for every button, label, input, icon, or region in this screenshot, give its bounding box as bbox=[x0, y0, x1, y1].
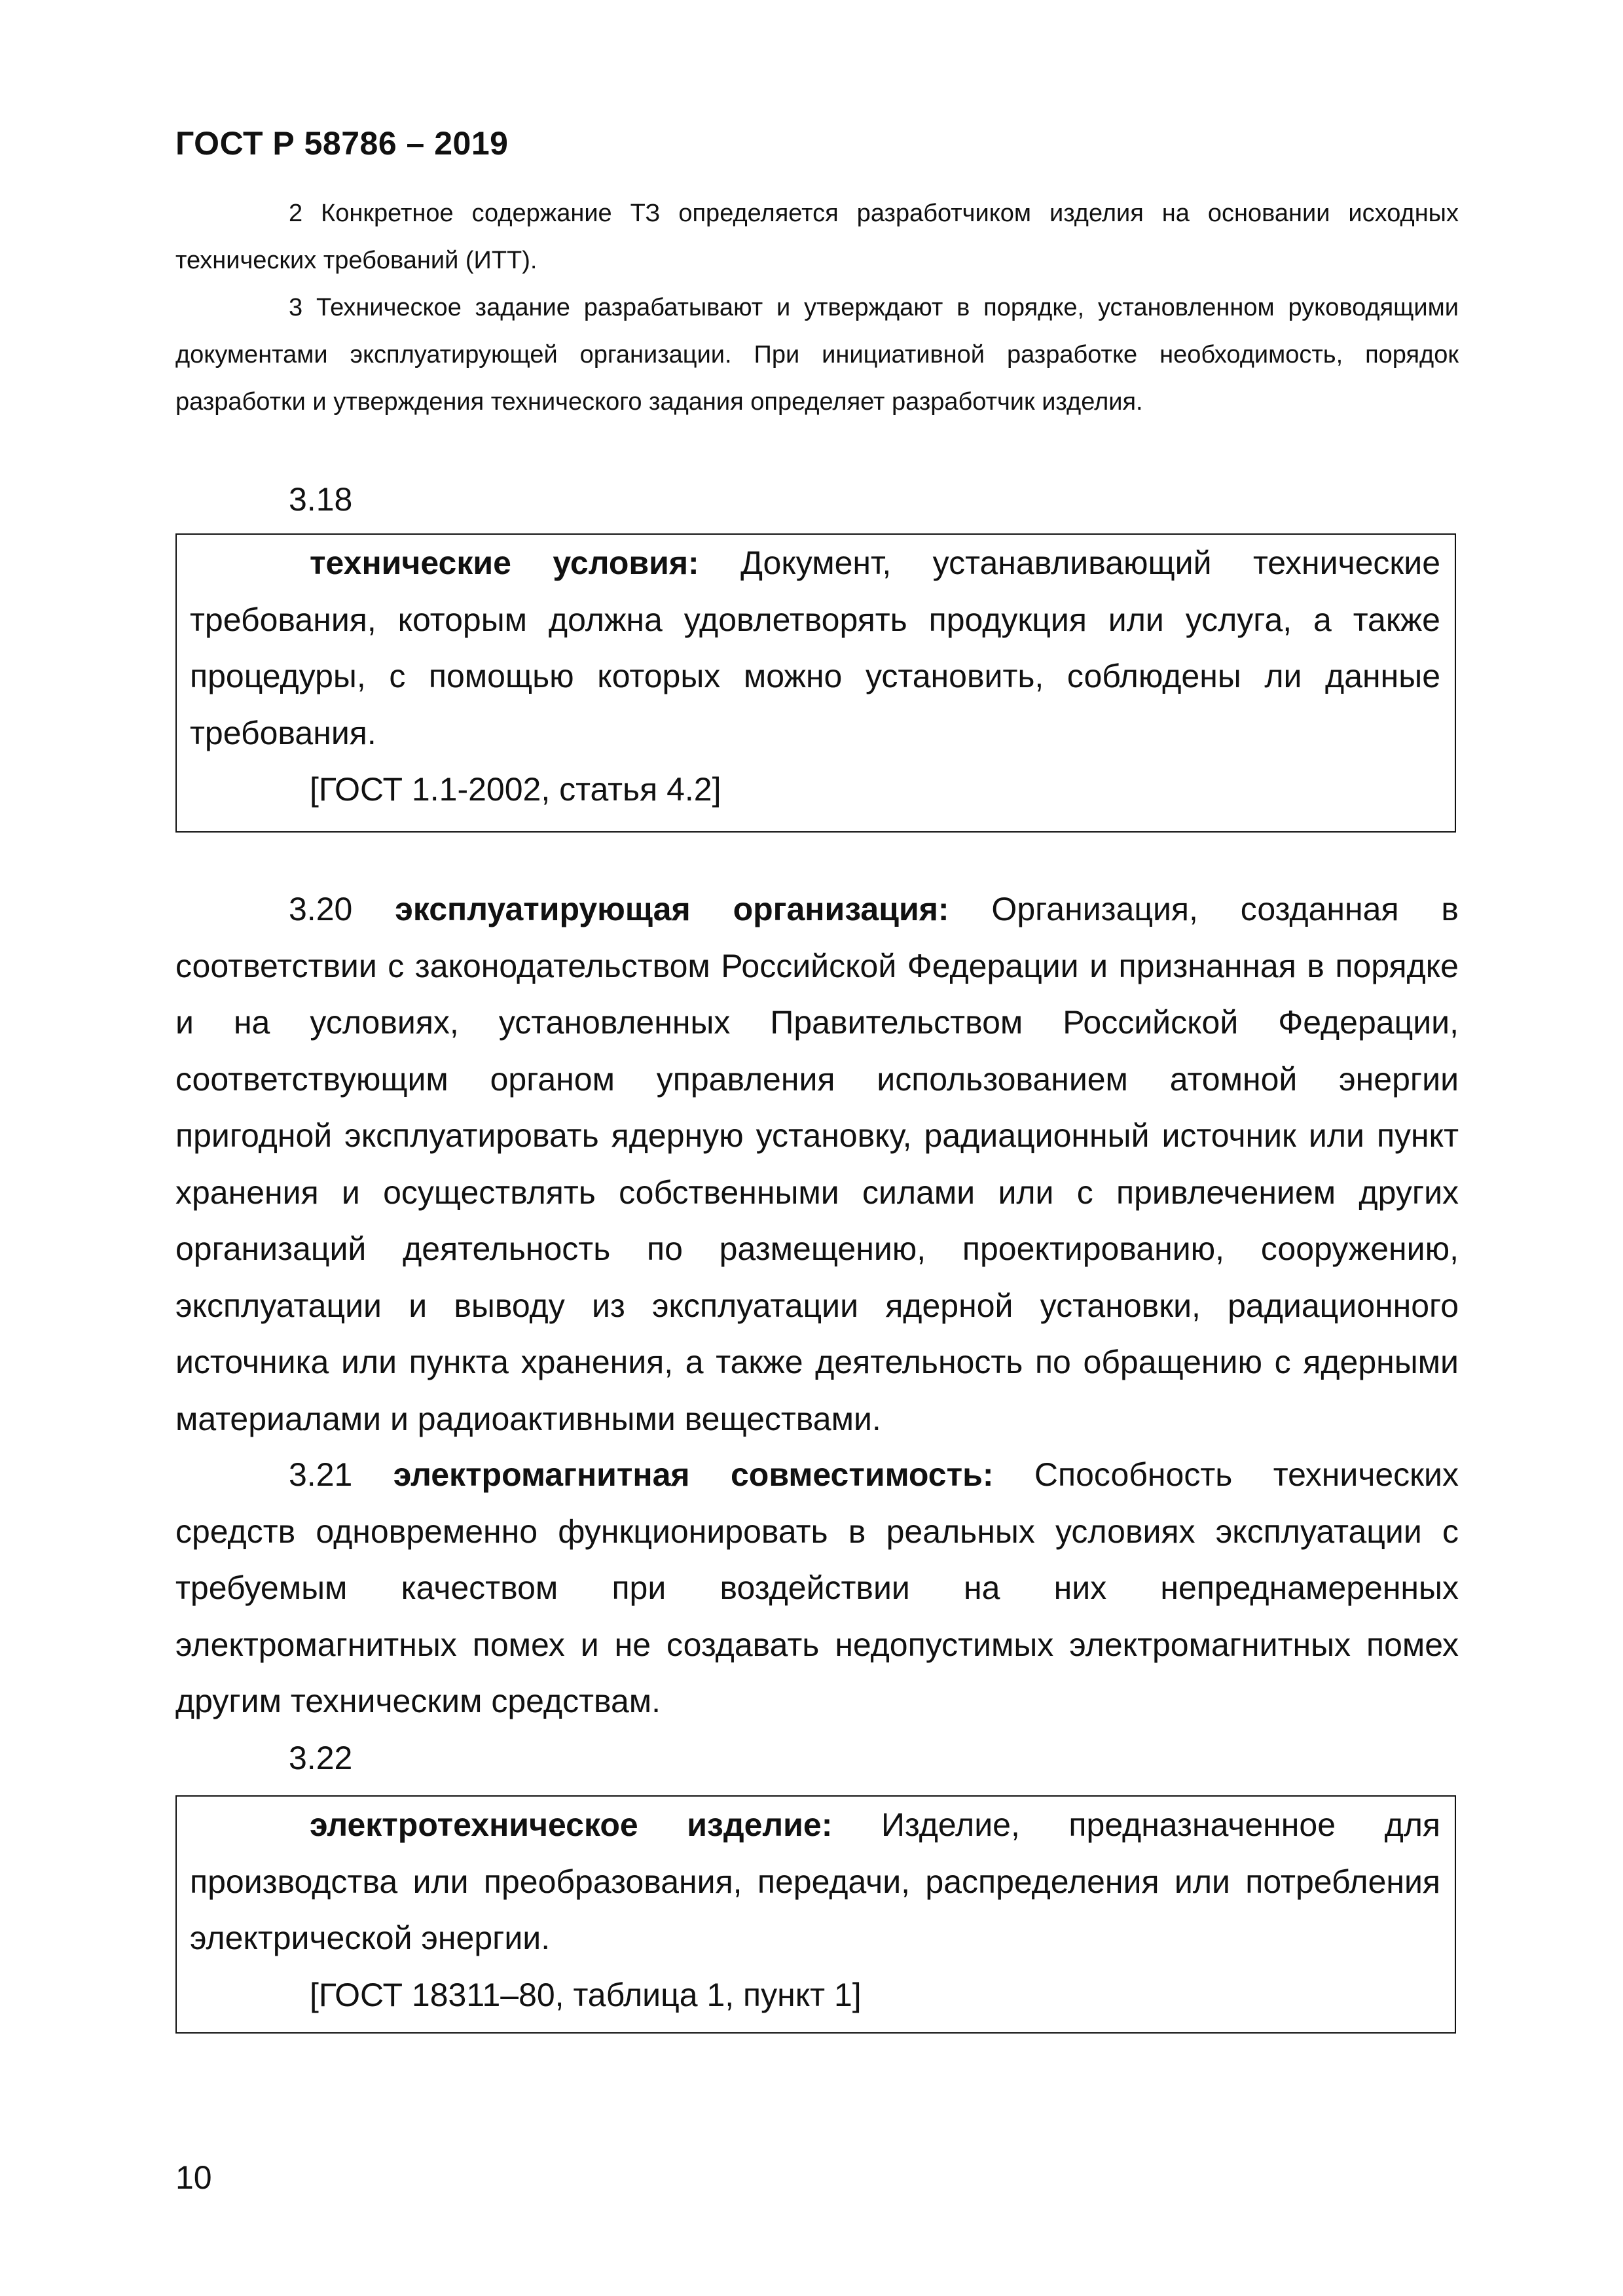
term-box-3-18 bbox=[175, 533, 1456, 833]
term-3-18-source: [ГОСТ 1.1-2002, статья 4.2] bbox=[310, 771, 721, 808]
note-2-text: 2 Конкретное содержание ТЗ определяется разработчиком изделия на основании исходных технических требований (ИТТ). bbox=[175, 200, 1459, 274]
term-number-3-20: 3.20 bbox=[289, 891, 395, 927]
document-header: ГОСТ Р 58786 – 2019 bbox=[175, 125, 509, 162]
term-3-18-term: технические условия: bbox=[310, 545, 699, 581]
term-3-21-definition: Способность технических средств одновременно функционировать в реальных условиях эксплуатации с требуемым качеством при воздействии на них непреднамеренных электромагнитных помех и не создавать недопустимых электромагнитных помех другим техническим средствам. bbox=[175, 1456, 1459, 1719]
term-3-22-term: электротехническое изделие: bbox=[310, 1806, 833, 1843]
note-3 bbox=[175, 284, 1459, 425]
term-3-20-definition: Организация, созданная в соответствии с законодательством Российской Федерации и признанная в порядке и на условиях, установленных Правительством Российской Федерации, соответствующим органом управления использованием атомной энергии пригодной эксплуатировать ядерную установку, радиационный источник или пункт хранения и осуществлять собственными силами или с привлечением других организаций деятельность по размещению, проектированию, сооружению, эксплуатации и выводу из эксплуатации ядерной установки, радиационного источника или пункта хранения, а также деятельность по обращению с ядерными материалами и радиоактивными веществами. bbox=[175, 891, 1459, 1437]
term-3-18-source-line bbox=[190, 761, 1440, 818]
term-3-22-definition: Изделие, предназначенное для производства или преобразования, передачи, распределения или потребления электрической энергии. bbox=[190, 1806, 1440, 1956]
term-number-3-22: 3.22 bbox=[289, 1740, 353, 1776]
note-3-text: 3 Техническое задание разрабатывают и утверждают в порядке, установленном руководящими документами эксплуатирующей организации. При инициативной разработке необходимость, порядок разработки и утверждения технического задания определяет разработчик изделия. bbox=[175, 294, 1459, 416]
page-number: 10 bbox=[175, 2159, 212, 2196]
term-3-20-term: эксплуатирующая организация: bbox=[395, 891, 949, 927]
term-3-21-term: электромагнитная совместимость: bbox=[393, 1456, 994, 1493]
term-3-22-paragraph bbox=[190, 1797, 1440, 1967]
term-3-22-source: [ГОСТ 18311–80, таблица 1, пункт 1] bbox=[310, 1976, 862, 2013]
term-3-20-paragraph bbox=[175, 881, 1459, 1447]
term-box-3-22 bbox=[175, 1795, 1456, 2034]
term-3-22-source-line bbox=[190, 1967, 1440, 2024]
term-3-21-paragraph bbox=[175, 1446, 1459, 1730]
term-3-18-paragraph bbox=[190, 535, 1440, 761]
term-3-18-definition: Документ, устанавливающий технические требования, которым должна удовлетворять продукция или услуга, а также процедуры, с помощью которых можно установить, соблюдены ли данные требования. bbox=[190, 545, 1440, 751]
note-2 bbox=[175, 190, 1459, 284]
term-number-3-18: 3.18 bbox=[289, 481, 353, 518]
term-number-3-21: 3.21 bbox=[289, 1456, 393, 1493]
